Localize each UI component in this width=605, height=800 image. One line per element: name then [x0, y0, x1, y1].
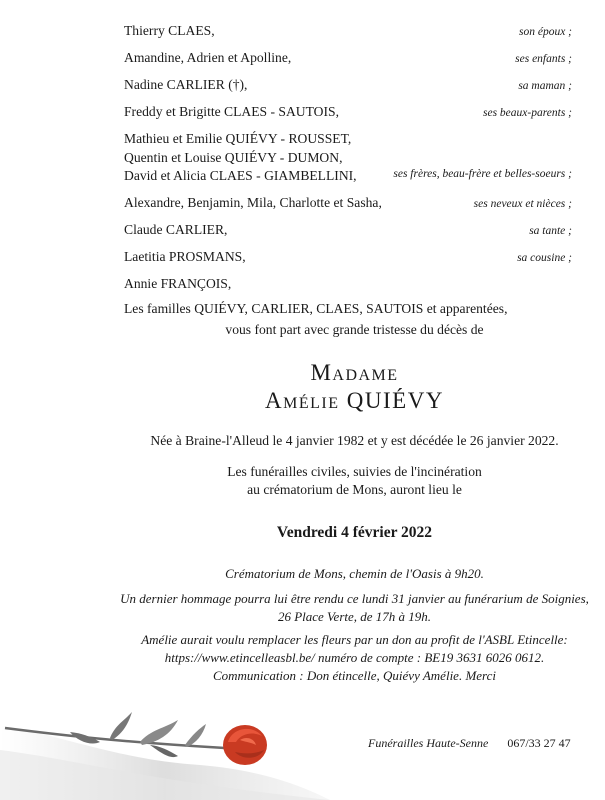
family-names: David et Alicia CLAES - GIAMBELLINI,	[124, 168, 357, 183]
family-relation: ses frères, beau-frère et belles-soeurs ;	[393, 167, 572, 180]
family-names: Nadine CARLIER (†),	[124, 77, 248, 92]
announcement: vous font part avec grande tristesse du décès de	[225, 322, 484, 337]
donation-line-1: Amélie aurait voulu remplacer les fleurs par un don au profit de l'ASBL Etincelle:	[141, 632, 568, 647]
family-relation: son époux ;	[518, 26, 572, 38]
family-names: Quentin et Louise QUIÉVY - DUMON,	[124, 149, 343, 165]
rose-illustration	[0, 690, 330, 800]
family-names: Les familles QUIÉVY, CARLIER, CLAES, SAUTOIS et apparentées,	[124, 300, 508, 316]
donation-line-2: https://www.etincelleasbl.be/ numéro de compte : BE19 3631 6026 0612.	[164, 650, 545, 665]
family-relation: sa cousine ;	[517, 251, 572, 264]
family-relation: ses enfants ;	[515, 53, 572, 65]
footer	[368, 736, 571, 751]
funeral-company: Funérailles Haute-Senne	[368, 736, 489, 750]
family-relation: sa maman ;	[518, 80, 572, 92]
rose-leaf	[150, 745, 178, 757]
family-row	[124, 103, 572, 122]
family-row	[124, 49, 572, 68]
family-row	[124, 248, 572, 267]
funeral-place: Crématorium de Mons, chemin de l'Oasis à 9h20.	[225, 566, 484, 581]
deceased-title: Madame	[310, 360, 399, 385]
family-relation: ses beaux-parents ;	[483, 107, 572, 119]
tribute-line-2: 26 Place Verte, de 17h à 19h.	[277, 609, 432, 624]
phone-number: 067/33 27 47	[507, 736, 571, 750]
family-row	[124, 130, 572, 186]
family-names: Claude CARLIER,	[124, 221, 228, 237]
funeral-date: Vendredi 4 février 2022	[276, 524, 433, 541]
family-relation: ses neveux et nièces ;	[473, 197, 572, 210]
family-row	[124, 300, 572, 317]
family-names: Amandine, Adrien et Apolline,	[124, 50, 292, 65]
rose-leaf	[110, 712, 132, 740]
family-names: Laetitia PROSMANS,	[124, 248, 246, 264]
rose-leaf	[185, 724, 206, 747]
donation-line-3: Communication : Don étincelle, Quiévy Amélie. Merci	[212, 668, 497, 683]
family-list	[124, 22, 572, 325]
family-names-group	[124, 130, 357, 186]
family-row	[124, 194, 572, 213]
family-row	[124, 22, 572, 41]
deceased-name: Amélie QUIÉVY	[265, 388, 444, 413]
family-names: Mathieu et Emilie QUIÉVY - ROUSSET,	[124, 131, 352, 146]
family-names: Thierry CLAES,	[124, 23, 215, 38]
birth-death-line: Née à Braine-l'Alleud le 4 janvier 1982 et y est décédée le 26 janvier 2022.	[150, 433, 559, 448]
family-row	[124, 221, 572, 240]
family-names: Alexandre, Benjamin, Mila, Charlotte et Sasha,	[124, 194, 382, 210]
family-names: Freddy et Brigitte CLAES - SAUTOIS,	[124, 104, 339, 119]
tribute-line-1: Un dernier hommage pourra lui être rendu ce lundi 31 janvier au funérarium de Soignies,	[120, 591, 589, 606]
funeral-line-1: Les funérailles civiles, suivies de l'incinération	[227, 464, 482, 479]
rose-leaf	[140, 720, 178, 745]
family-relation: sa tante ;	[529, 224, 572, 237]
family-names: Annie FRANÇOIS,	[124, 275, 232, 291]
family-row	[124, 275, 572, 292]
funeral-line-2: au crématorium de Mons, auront lieu le	[247, 482, 462, 497]
family-row	[124, 76, 572, 95]
